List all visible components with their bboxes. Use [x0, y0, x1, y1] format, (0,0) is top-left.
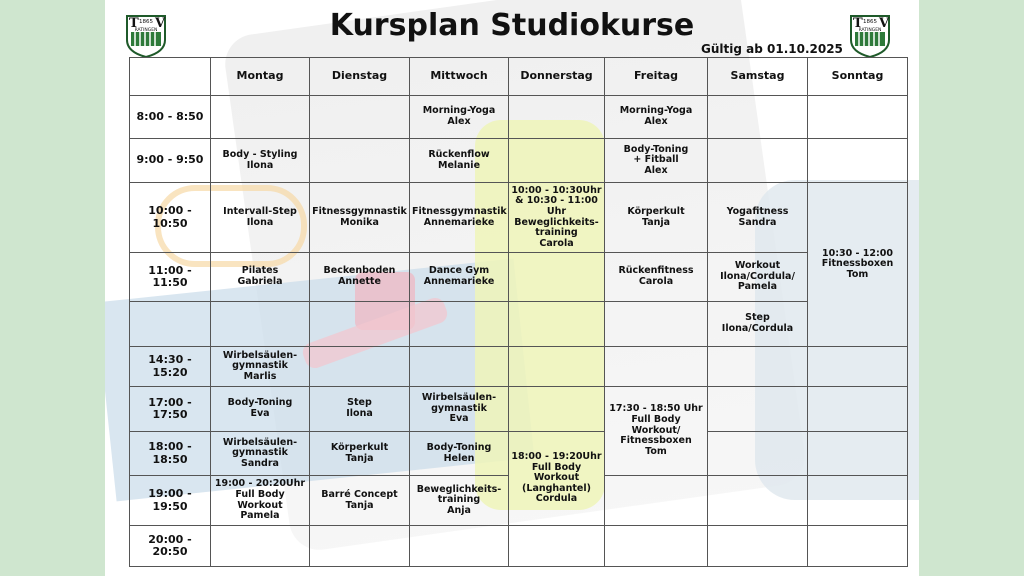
course-cell [410, 302, 509, 347]
svg-text:RATINGEN: RATINGEN [858, 28, 882, 33]
course-cell [808, 526, 908, 567]
day-header-monday: Montag [211, 58, 310, 96]
svg-text:1865: 1865 [139, 19, 153, 25]
course-cell [310, 302, 410, 347]
schedule-sheet [105, 0, 919, 576]
time-slot: 11:00 - 11:50 [130, 253, 211, 302]
day-header-friday: Freitag [605, 58, 708, 96]
day-header-sunday: Sonntag [808, 58, 908, 96]
table-row [130, 302, 908, 347]
course-cell [605, 302, 708, 347]
course-cell [808, 476, 908, 526]
course-cell [708, 432, 808, 476]
table-row [130, 253, 908, 302]
course-cell [708, 347, 808, 387]
course-cell: Workout Ilona/Cordula/ Pamela [708, 253, 808, 302]
day-header-row [130, 58, 908, 96]
day-header-thursday: Donnerstag [509, 58, 605, 96]
course-cell: Fitnessgymnastik Monika [310, 183, 410, 253]
course-cell [509, 526, 605, 567]
course-cell [808, 387, 908, 432]
table-row [130, 387, 908, 432]
valid-from-date: Gültig ab 01.10.2025 [701, 42, 843, 56]
course-cell: Step Ilona/Cordula [708, 302, 808, 347]
course-cell [808, 96, 908, 139]
course-cell: Intervall-Step Ilona [211, 183, 310, 253]
course-cell: Barré Concept Tanja [310, 476, 410, 526]
table-row [130, 96, 908, 139]
course-cell [410, 526, 509, 567]
course-cell: Rückenfitness Carola [605, 253, 708, 302]
course-cell: Body - Styling Ilona [211, 139, 310, 183]
course-cell [509, 96, 605, 139]
svg-text:1865: 1865 [863, 19, 877, 25]
course-cell: Dance Gym Annemarieke [410, 253, 509, 302]
table-row [130, 183, 908, 253]
course-cell [605, 476, 708, 526]
svg-text:V: V [879, 16, 890, 31]
day-header-tuesday: Dienstag [310, 58, 410, 96]
course-cell [509, 253, 605, 302]
time-slot: 8:00 - 8:50 [130, 96, 211, 139]
course-cell [310, 139, 410, 183]
course-schedule-table [129, 57, 908, 567]
course-cell [509, 139, 605, 183]
svg-text:T: T [129, 16, 139, 31]
course-cell [808, 432, 908, 476]
time-slot: 17:00 - 17:50 [130, 387, 211, 432]
course-cell [509, 347, 605, 387]
course-cell: Wirbelsäulen- gymnastik Marlis [211, 347, 310, 387]
course-cell: Wirbelsäulen- gymnastik Eva [410, 387, 509, 432]
course-cell [211, 526, 310, 567]
page-title: Kursplan Studiokurse [329, 8, 695, 43]
course-cell: Wirbelsäulen- gymnastik Sandra [211, 432, 310, 476]
course-cell: 10:00 - 10:30Uhr & 10:30 - 11:00 Uhr Beweglichkeits- training Carola [509, 183, 605, 253]
course-cell: Step Ilona [310, 387, 410, 432]
course-cell: Morning-Yoga Alex [605, 96, 708, 139]
course-cell [708, 526, 808, 567]
time-slot: 9:00 - 9:50 [130, 139, 211, 183]
course-cell: Körperkult Tanja [605, 183, 708, 253]
day-header-wednesday: Mittwoch [410, 58, 509, 96]
course-cell [310, 347, 410, 387]
course-cell: Beweglichkeits- training Anja [410, 476, 509, 526]
time-slot: 18:00 - 18:50 [130, 432, 211, 476]
course-cell: Fitnessgymnastik Annemarieke [410, 183, 509, 253]
course-cell [509, 387, 605, 432]
course-cell: Pilates Gabriela [211, 253, 310, 302]
course-cell [310, 96, 410, 139]
course-cell [509, 302, 605, 347]
course-cell [211, 96, 310, 139]
day-header-saturday: Samstag [708, 58, 808, 96]
course-cell: Rückenflow Melanie [410, 139, 509, 183]
course-cell: Yogafitness Sandra [708, 183, 808, 253]
table-row [130, 347, 908, 387]
course-cell: Body-Toning + Fitball Alex [605, 139, 708, 183]
svg-text:V: V [155, 16, 166, 31]
svg-text:T: T [853, 16, 863, 31]
course-cell [211, 302, 310, 347]
course-cell: 17:30 - 18:50 Uhr Full Body Workout/ Fitnessboxen Tom [605, 387, 708, 476]
course-cell [605, 347, 708, 387]
course-cell [605, 526, 708, 567]
course-cell: 18:00 - 19:20Uhr Full Body Workout (Langhantel) Cordula [509, 432, 605, 526]
course-cell: Body-Toning Eva [211, 387, 310, 432]
course-cell: Beckenboden Annette [310, 253, 410, 302]
course-cell [708, 139, 808, 183]
course-cell [808, 347, 908, 387]
course-cell [708, 96, 808, 139]
time-slot: 14:30 - 15:20 [130, 347, 211, 387]
svg-text:RATINGEN: RATINGEN [134, 28, 158, 33]
table-row [130, 139, 908, 183]
course-cell: 10:30 - 12:00 Fitnessboxen Tom [808, 183, 908, 347]
course-cell [410, 347, 509, 387]
table-row [130, 526, 908, 567]
course-cell: Körperkult Tanja [310, 432, 410, 476]
course-cell [708, 387, 808, 432]
course-cell [310, 526, 410, 567]
corner-cell [130, 58, 211, 96]
time-slot [130, 302, 211, 347]
time-slot: 20:00 - 20:50 [130, 526, 211, 567]
course-cell: 19:00 - 20:20Uhr Full Body Workout Pamela [211, 476, 310, 526]
course-cell [808, 139, 908, 183]
table-row [130, 432, 908, 476]
course-cell: Morning-Yoga Alex [410, 96, 509, 139]
time-slot: 19:00 - 19:50 [130, 476, 211, 526]
time-slot: 10:00 - 10:50 [130, 183, 211, 253]
course-cell [708, 476, 808, 526]
course-cell: Body-Toning Helen [410, 432, 509, 476]
